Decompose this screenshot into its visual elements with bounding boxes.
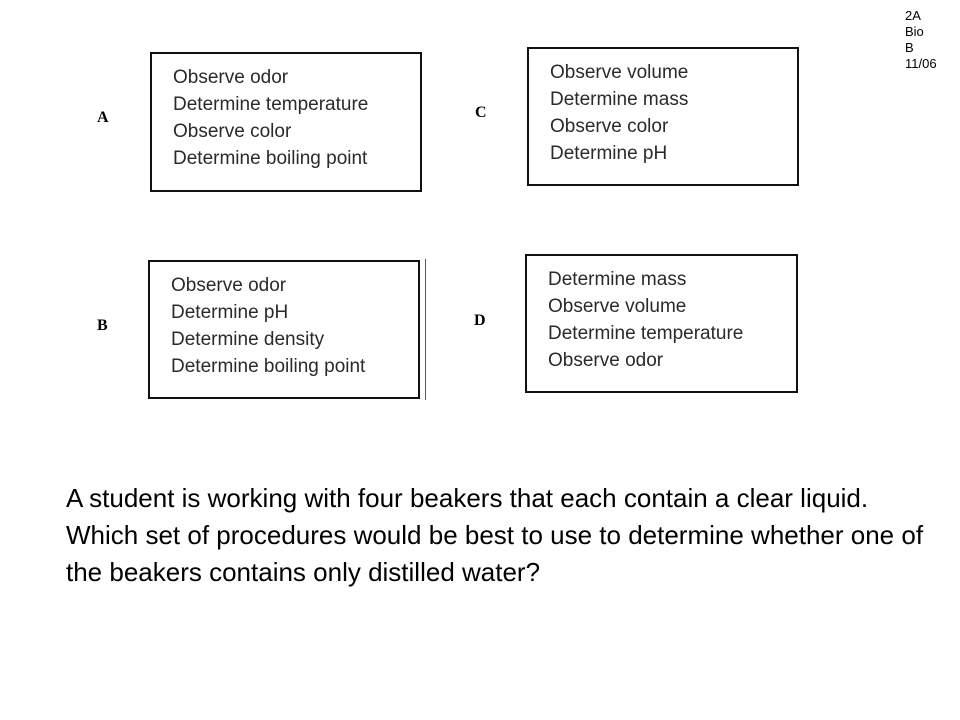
option-c-item: Observe volume [550,62,689,83]
scan-edge-line [425,259,426,400]
option-c-item: Determine pH [550,143,668,164]
option-a-item: Determine boiling point [173,148,368,169]
option-a-item: Observe color [173,121,292,142]
corner-note-line: B [905,40,914,55]
option-b-item: Determine boiling point [171,356,366,377]
option-b-item: Determine pH [171,302,289,323]
option-c-item: Observe color [550,116,669,137]
option-d-box [525,254,798,393]
option-b-item: Observe odor [171,275,287,296]
option-a-item: Observe odor [173,67,289,88]
option-b-letter: B [97,317,108,334]
option-b-item: Determine density [171,329,325,350]
option-c-letter: C [475,104,487,121]
corner-note-line: 2A [905,8,921,23]
corner-note-line: Bio [905,24,924,39]
option-c-box [527,47,799,186]
option-d-letter: D [474,312,486,329]
option-c-item: Determine mass [550,89,689,110]
option-d-item: Observe volume [548,296,687,317]
question-text: A student is working with four beakers that each contain a clear liquid. Which set of procedures would be best to use to determine whether one of the beakers contains only distilled water? [66,483,924,587]
option-d-item: Observe odor [548,350,664,371]
option-a-box [150,52,422,192]
option-b-box [148,260,420,399]
option-d-item: Determine temperature [548,323,744,344]
option-a-item: Determine temperature [173,94,369,115]
option-d-item: Determine mass [548,269,687,290]
option-a-letter: A [97,109,109,126]
corner-note [905,8,937,72]
corner-note-line: 11/06 [905,56,937,71]
